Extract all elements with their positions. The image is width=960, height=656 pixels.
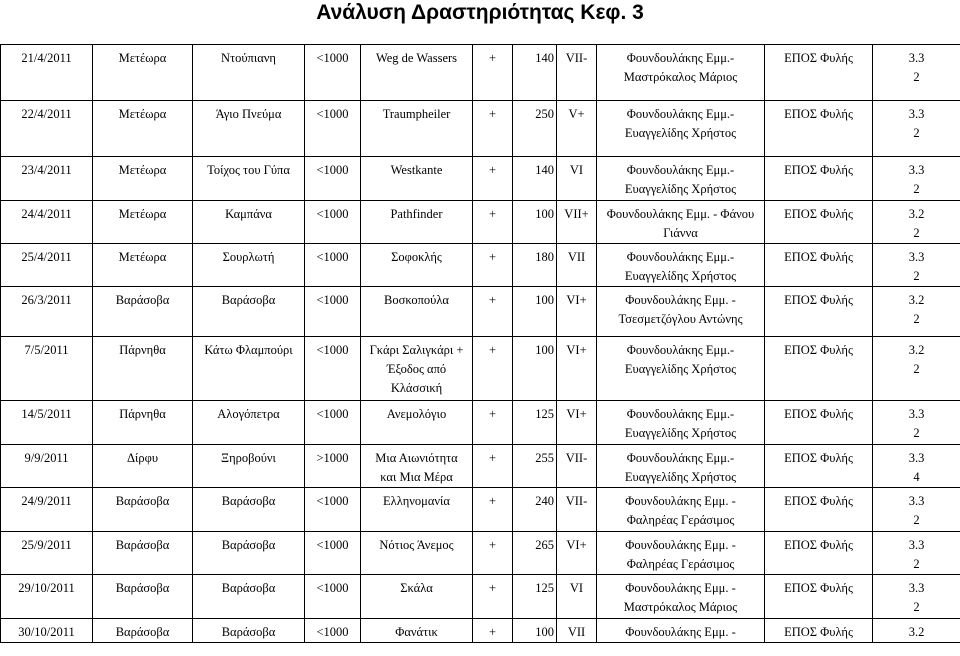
area-cell: Βαράσοβα (93, 532, 193, 575)
rock-cell: Βαράσοβα (193, 488, 305, 532)
route-cell (361, 488, 473, 532)
altitude-cell: <1000 (305, 244, 361, 287)
club-cell: ΕΠΟΣ Φυλής (765, 488, 873, 532)
route-cell (361, 287, 473, 337)
climbers-cell-line: Ευαγγελίδης Χρήστος (624, 362, 737, 376)
climbers-cell (597, 337, 765, 401)
rock-cell: Τοίχος του Γύπα (193, 157, 305, 201)
code-cell-line: 3.3 (908, 494, 925, 508)
climbers-cell (597, 201, 765, 244)
area-cell: Μετέωρα (93, 244, 193, 287)
length-cell: 240 (513, 488, 557, 532)
date-cell: 30/10/2011 (1, 619, 93, 643)
climbers-cell-line: Ευαγγελίδης Χρήστος (624, 470, 737, 484)
route-cell-line: Pathfinder (390, 207, 443, 221)
route-cell (361, 45, 473, 101)
climbers-cell-line: Φουνδουλάκης Εμμ.- (626, 163, 735, 177)
climbers-cell-line: Φουνδουλάκης Εμμ. - (625, 581, 736, 595)
grade-cell: VI+ (557, 401, 597, 445)
code-cell-line: 3.3 (908, 407, 925, 421)
area-cell: Μετέωρα (93, 201, 193, 244)
code-cell-line: 3.3 (908, 163, 925, 177)
climbers-cell-line: Τσεσμετζόγλου Αντώνης (618, 312, 743, 326)
climbers-cell (597, 445, 765, 488)
rock-cell: Βαράσοβα (193, 287, 305, 337)
grade-cell: VII- (557, 445, 597, 488)
altitude-cell: <1000 (305, 619, 361, 643)
table-row (1, 619, 960, 643)
altitude-cell: >1000 (305, 445, 361, 488)
table-row (1, 101, 960, 157)
grade-cell: VII (557, 244, 597, 287)
date-cell: 21/4/2011 (1, 45, 93, 101)
code-cell (873, 337, 960, 401)
code-cell-line: 3.2 (908, 207, 925, 221)
club-cell: ΕΠΟΣ Φυλής (765, 287, 873, 337)
route-cell (361, 201, 473, 244)
code-cell-line: 2 (913, 312, 920, 326)
area-cell: Βαράσοβα (93, 488, 193, 532)
club-cell: ΕΠΟΣ Φυλής (765, 401, 873, 445)
area-cell: Δίρφυ (93, 445, 193, 488)
code-cell-line: 2 (913, 269, 920, 283)
length-cell: 140 (513, 45, 557, 101)
grade-cell: VI+ (557, 337, 597, 401)
date-cell: 22/4/2011 (1, 101, 93, 157)
code-cell (873, 619, 960, 643)
table-row (1, 337, 960, 401)
climbers-cell-line: Φουνδουλάκης Εμμ.- (626, 407, 735, 421)
length-cell: 100 (513, 337, 557, 401)
route-cell (361, 532, 473, 575)
climbers-cell-line: Φουνδουλάκης Εμμ.- (626, 343, 735, 357)
climbers-cell-line: Ευαγγελίδης Χρήστος (624, 426, 737, 440)
grade-cell: VII- (557, 45, 597, 101)
date-cell: 25/9/2011 (1, 532, 93, 575)
climbers-cell-line: Φουνδουλάκης Εμμ. - Φάνου (606, 207, 755, 221)
altitude-cell: <1000 (305, 101, 361, 157)
climbers-cell-line: Φουνδουλάκης Εμμ.- (626, 51, 735, 65)
route-cell (361, 244, 473, 287)
length-cell: 100 (513, 287, 557, 337)
length-cell: 140 (513, 157, 557, 201)
club-cell: ΕΠΟΣ Φυλής (765, 532, 873, 575)
climbers-cell-line: Μαστρόκαλος Μάριος (623, 600, 738, 614)
table-row (1, 157, 960, 201)
activity-table (0, 44, 960, 643)
climbers-cell-line: Φουνδουλάκης Εμμ. - (625, 293, 736, 307)
plus-cell: + (473, 337, 513, 401)
plus-cell: + (473, 45, 513, 101)
altitude-cell: <1000 (305, 337, 361, 401)
grade-cell: VI+ (557, 532, 597, 575)
rock-cell: Αλογόπετρα (193, 401, 305, 445)
date-cell: 26/3/2011 (1, 287, 93, 337)
plus-cell: + (473, 488, 513, 532)
climbers-cell-line: Φαληρέας Γεράσιμος (626, 513, 735, 527)
altitude-cell: <1000 (305, 532, 361, 575)
route-cell (361, 619, 473, 643)
altitude-cell: <1000 (305, 575, 361, 619)
code-cell (873, 575, 960, 619)
climbers-cell-line: Φουνδουλάκης Εμμ.- (626, 250, 735, 264)
route-cell-line: Φανάτικ (395, 625, 438, 639)
route-cell-line: Βοσκοπούλα (384, 293, 449, 307)
rock-cell: Άγιο Πνεύμα (193, 101, 305, 157)
altitude-cell: <1000 (305, 488, 361, 532)
route-cell-line: Westkante (390, 163, 443, 177)
climbers-cell-line: Φουνδουλάκης Εμμ. - (625, 538, 736, 552)
length-cell: 255 (513, 445, 557, 488)
length-cell: 265 (513, 532, 557, 575)
code-cell (873, 287, 960, 337)
club-cell: ΕΠΟΣ Φυλής (765, 575, 873, 619)
date-cell: 9/9/2011 (1, 445, 93, 488)
table-row (1, 445, 960, 488)
rock-cell: Σουρλωτή (193, 244, 305, 287)
area-cell: Μετέωρα (93, 101, 193, 157)
area-cell: Πάρνηθα (93, 337, 193, 401)
climbers-cell-line: Φουνδουλάκης Εμμ. - (625, 494, 736, 508)
rock-cell: Βαράσοβα (193, 575, 305, 619)
code-cell (873, 45, 960, 101)
grade-cell: VI (557, 157, 597, 201)
grade-cell: VI (557, 575, 597, 619)
code-cell (873, 201, 960, 244)
code-cell-line: 3.2 (908, 343, 925, 357)
club-cell: ΕΠΟΣ Φυλής (765, 201, 873, 244)
plus-cell: + (473, 201, 513, 244)
altitude-cell: <1000 (305, 157, 361, 201)
club-cell: ΕΠΟΣ Φυλής (765, 619, 873, 643)
route-cell-line: Μια Αιωνιότητα (375, 451, 458, 465)
area-cell: Πάρνηθα (93, 401, 193, 445)
code-cell-line: 3.3 (908, 451, 925, 465)
plus-cell: + (473, 401, 513, 445)
length-cell: 100 (513, 201, 557, 244)
grade-cell: VII- (557, 488, 597, 532)
code-cell-line: 3.3 (908, 107, 925, 121)
club-cell: ΕΠΟΣ Φυλής (765, 337, 873, 401)
altitude-cell: <1000 (305, 201, 361, 244)
table-row (1, 45, 960, 101)
climbers-cell (597, 287, 765, 337)
rock-cell: Ντούπιανη (193, 45, 305, 101)
area-cell: Βαράσοβα (93, 575, 193, 619)
route-cell-line: Νότιος Άνεμος (379, 538, 454, 552)
rock-cell: Βαράσοβα (193, 619, 305, 643)
area-cell: Βαράσοβα (93, 287, 193, 337)
code-cell (873, 101, 960, 157)
length-cell: 125 (513, 575, 557, 619)
code-cell-line: 3.3 (908, 538, 925, 552)
table-row (1, 287, 960, 337)
climbers-cell (597, 244, 765, 287)
code-cell-line: 2 (913, 513, 920, 527)
code-cell-line: 3.3 (908, 51, 925, 65)
rock-cell: Κάτω Φλαμπούρι (193, 337, 305, 401)
code-cell (873, 532, 960, 575)
route-cell (361, 337, 473, 401)
route-cell-line: Σοφοκλής (391, 250, 442, 264)
date-cell: 25/4/2011 (1, 244, 93, 287)
climbers-cell-line: Φαληρέας Γεράσιμος (626, 557, 735, 571)
grade-cell: VII+ (557, 201, 597, 244)
rock-cell: Βαράσοβα (193, 532, 305, 575)
climbers-cell (597, 575, 765, 619)
route-cell-line: Γκάρι Σαλιγκάρι + (369, 343, 464, 357)
code-cell-line: 2 (913, 226, 920, 240)
code-cell-line: 2 (913, 600, 920, 614)
route-cell-line: Traumpheiler (382, 107, 451, 121)
route-cell (361, 157, 473, 201)
plus-cell: + (473, 157, 513, 201)
altitude-cell: <1000 (305, 45, 361, 101)
route-cell-line: Ανεμολόγιο (386, 407, 447, 421)
club-cell: ΕΠΟΣ Φυλής (765, 101, 873, 157)
code-cell-line: 3.2 (908, 293, 925, 307)
table-row (1, 488, 960, 532)
plus-cell: + (473, 619, 513, 643)
code-cell-line: 2 (913, 426, 920, 440)
area-cell: Μετέωρα (93, 157, 193, 201)
route-cell (361, 401, 473, 445)
page-title: Ανάλυση Δραστηριότητας Κεφ. 3 (316, 1, 644, 24)
length-cell: 125 (513, 401, 557, 445)
route-cell-line: Έξοδος από (386, 362, 447, 376)
grade-cell: VI+ (557, 287, 597, 337)
rock-cell: Ξηροβούνι (193, 445, 305, 488)
date-cell: 23/4/2011 (1, 157, 93, 201)
area-cell: Βαράσοβα (93, 619, 193, 643)
date-cell: 24/4/2011 (1, 201, 93, 244)
route-cell-line: Ελληνομανία (383, 494, 450, 508)
table-row (1, 201, 960, 244)
code-cell (873, 445, 960, 488)
club-cell: ΕΠΟΣ Φυλής (765, 445, 873, 488)
area-cell: Μετέωρα (93, 45, 193, 101)
climbers-cell (597, 101, 765, 157)
table-row (1, 575, 960, 619)
plus-cell: + (473, 532, 513, 575)
length-cell: 100 (513, 619, 557, 643)
date-cell: 24/9/2011 (1, 488, 93, 532)
route-cell-line: Σκάλα (400, 581, 433, 595)
code-cell (873, 244, 960, 287)
code-cell-line: 4 (913, 470, 920, 484)
route-cell (361, 445, 473, 488)
code-cell-line: 3.3 (908, 581, 925, 595)
climbers-cell-line: Γιάννα (663, 226, 698, 240)
plus-cell: + (473, 287, 513, 337)
date-cell: 7/5/2011 (1, 337, 93, 401)
plus-cell: + (473, 575, 513, 619)
plus-cell: + (473, 101, 513, 157)
grade-cell: V+ (557, 101, 597, 157)
climbers-cell-line: Ευαγγελίδης Χρήστος (624, 182, 737, 196)
date-cell: 29/10/2011 (1, 575, 93, 619)
climbers-cell (597, 401, 765, 445)
rock-cell: Καμπάνα (193, 201, 305, 244)
route-cell-line: και Μια Μέρα (380, 470, 453, 484)
climbers-cell-line: Φουνδουλάκης Εμμ.- (626, 107, 735, 121)
climbers-cell (597, 532, 765, 575)
climbers-cell (597, 619, 765, 643)
route-cell (361, 575, 473, 619)
code-cell (873, 157, 960, 201)
club-cell: ΕΠΟΣ Φυλής (765, 45, 873, 101)
code-cell-line: 2 (913, 362, 920, 376)
code-cell-line: 3.2 (908, 625, 925, 639)
route-cell-line: Weg de Wassers (375, 51, 458, 65)
code-cell (873, 488, 960, 532)
plus-cell: + (473, 244, 513, 287)
climbers-cell (597, 157, 765, 201)
climbers-cell-line: Ευαγγελίδης Χρήστος (624, 269, 737, 283)
table-row (1, 244, 960, 287)
plus-cell: + (473, 445, 513, 488)
table-row (1, 532, 960, 575)
code-cell-line: 2 (913, 70, 920, 84)
date-cell: 14/5/2011 (1, 401, 93, 445)
climbers-cell-line: Ευαγγελίδης Χρήστος (624, 126, 737, 140)
code-cell (873, 401, 960, 445)
route-cell (361, 101, 473, 157)
code-cell-line: 3.3 (908, 250, 925, 264)
length-cell: 250 (513, 101, 557, 157)
length-cell: 180 (513, 244, 557, 287)
route-cell-line: Κλάσσική (390, 381, 443, 395)
climbers-cell-line: Φουνδουλάκης Εμμ.- (626, 451, 735, 465)
climbers-cell (597, 488, 765, 532)
climbers-cell-line: Μαστρόκαλος Μάριος (623, 70, 738, 84)
grade-cell: VII (557, 619, 597, 643)
table-row (1, 401, 960, 445)
club-cell: ΕΠΟΣ Φυλής (765, 244, 873, 287)
code-cell-line: 2 (913, 557, 920, 571)
code-cell-line: 2 (913, 126, 920, 140)
altitude-cell: <1000 (305, 287, 361, 337)
climbers-cell (597, 45, 765, 101)
code-cell-line: 2 (913, 182, 920, 196)
climbers-cell-line: Φουνδουλάκης Εμμ. - (625, 625, 736, 639)
altitude-cell: <1000 (305, 401, 361, 445)
club-cell: ΕΠΟΣ Φυλής (765, 157, 873, 201)
